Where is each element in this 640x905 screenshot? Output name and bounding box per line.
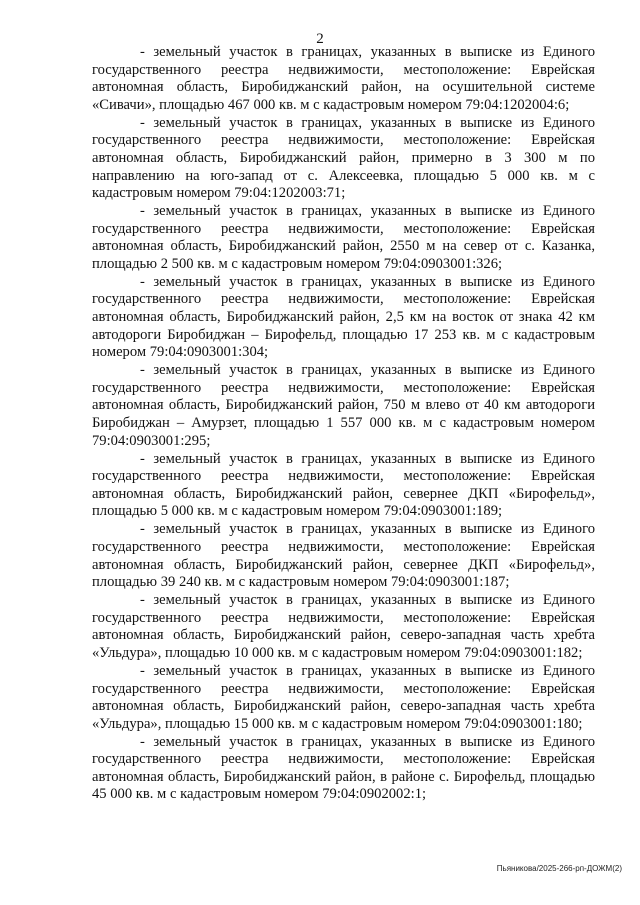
land-plot-paragraph: - земельный участок в границах, указанных в выписке из Единого государственного реестра недвижимости, местоположение: Еврейская автономная область, Биробиджанский район, в районе с. Бирофельд, площадью 45 000 кв. м с кадастровым номером 79:04:0902002:1; bbox=[92, 733, 595, 803]
land-plot-paragraph: - земельный участок в границах, указанных в выписке из Единого государственного реестра недвижимости, местоположение: Еврейская автономная область, Биробиджанский район, севернее ДКП «Бирофельд», площадью 39 240 кв. м с кадастровым номером 79:04:0903001:187; bbox=[92, 521, 595, 591]
document-footer-code: Пьяникова/2025-266-рп-ДОЖМ(2) bbox=[496, 864, 622, 873]
page-number: 2 bbox=[316, 31, 324, 47]
land-plot-paragraph: - земельный участок в границах, указанных в выписке из Единого государственного реестра недвижимости, местоположение: Еврейская автономная область, Биробиджанский район, на осушительной системе «Сивачи», площадью 467 000 кв. м с кадастровым номером 79:04:1202004:6; bbox=[92, 44, 595, 113]
land-plot-paragraph: - земельный участок в границах, указанных в выписке из Единого государственного реестра недвижимости, местоположение: Еврейская автономная область, Биробиджанский район, 2,5 км на восток от знака 42 км автодороги Биробиджан – Бирофельд, площадью 17 253 кв. м с кадастровым номером 79:04:0903001:304; bbox=[92, 273, 595, 361]
document-body bbox=[92, 44, 595, 804]
land-plot-paragraph: - земельный участок в границах, указанных в выписке из Единого государственного реестра недвижимости, местоположение: Еврейская автономная область, Биробиджанский район, примерно в 3 300 м по направлению на юго-запад от с. Алексеевка, площадью 5 000 кв. м с кадастровым номером 79:04:1202003:71; bbox=[92, 114, 595, 202]
land-plot-paragraph: - земельный участок в границах, указанных в выписке из Единого государственного реестра недвижимости, местоположение: Еврейская автономная область, Биробиджанский район, 2550 м на север от с. Казанка, площадью 2 500 кв. м с кадастровым номером 79:04:0903001:326; bbox=[92, 203, 595, 272]
land-plot-paragraph: - земельный участок в границах, указанных в выписке из Единого государственного реестра недвижимости, местоположение: Еврейская автономная область, Биробиджанский район, 750 м влево от 40 км автодороги Биробиджан – Амурзет, площадью 1 557 000 кв. м с кадастровым номером 79:04:0903001:295; bbox=[92, 362, 595, 449]
land-plot-paragraph: - земельный участок в границах, указанных в выписке из Единого государственного реестра недвижимости, местоположение: Еврейская автономная область, Биробиджанский район, северо-западная часть хребта «Ульдура», площадью 10 000 кв. м с кадастровым номером 79:04:0903001:182; bbox=[92, 592, 595, 661]
land-plot-paragraph: - земельный участок в границах, указанных в выписке из Единого государственного реестра недвижимости, местоположение: Еврейская автономная область, Биробиджанский район, северо-западная часть хребта «Ульдура», площадью 15 000 кв. м с кадастровым номером 79:04:0903001:180; bbox=[92, 662, 595, 732]
land-plot-paragraph: - земельный участок в границах, указанных в выписке из Единого государственного реестра недвижимости, местоположение: Еврейская автономная область, Биробиджанский район, севернее ДКП «Бирофельд», площадью 5 000 кв. м с кадастровым номером 79:04:0903001:189; bbox=[92, 450, 595, 520]
